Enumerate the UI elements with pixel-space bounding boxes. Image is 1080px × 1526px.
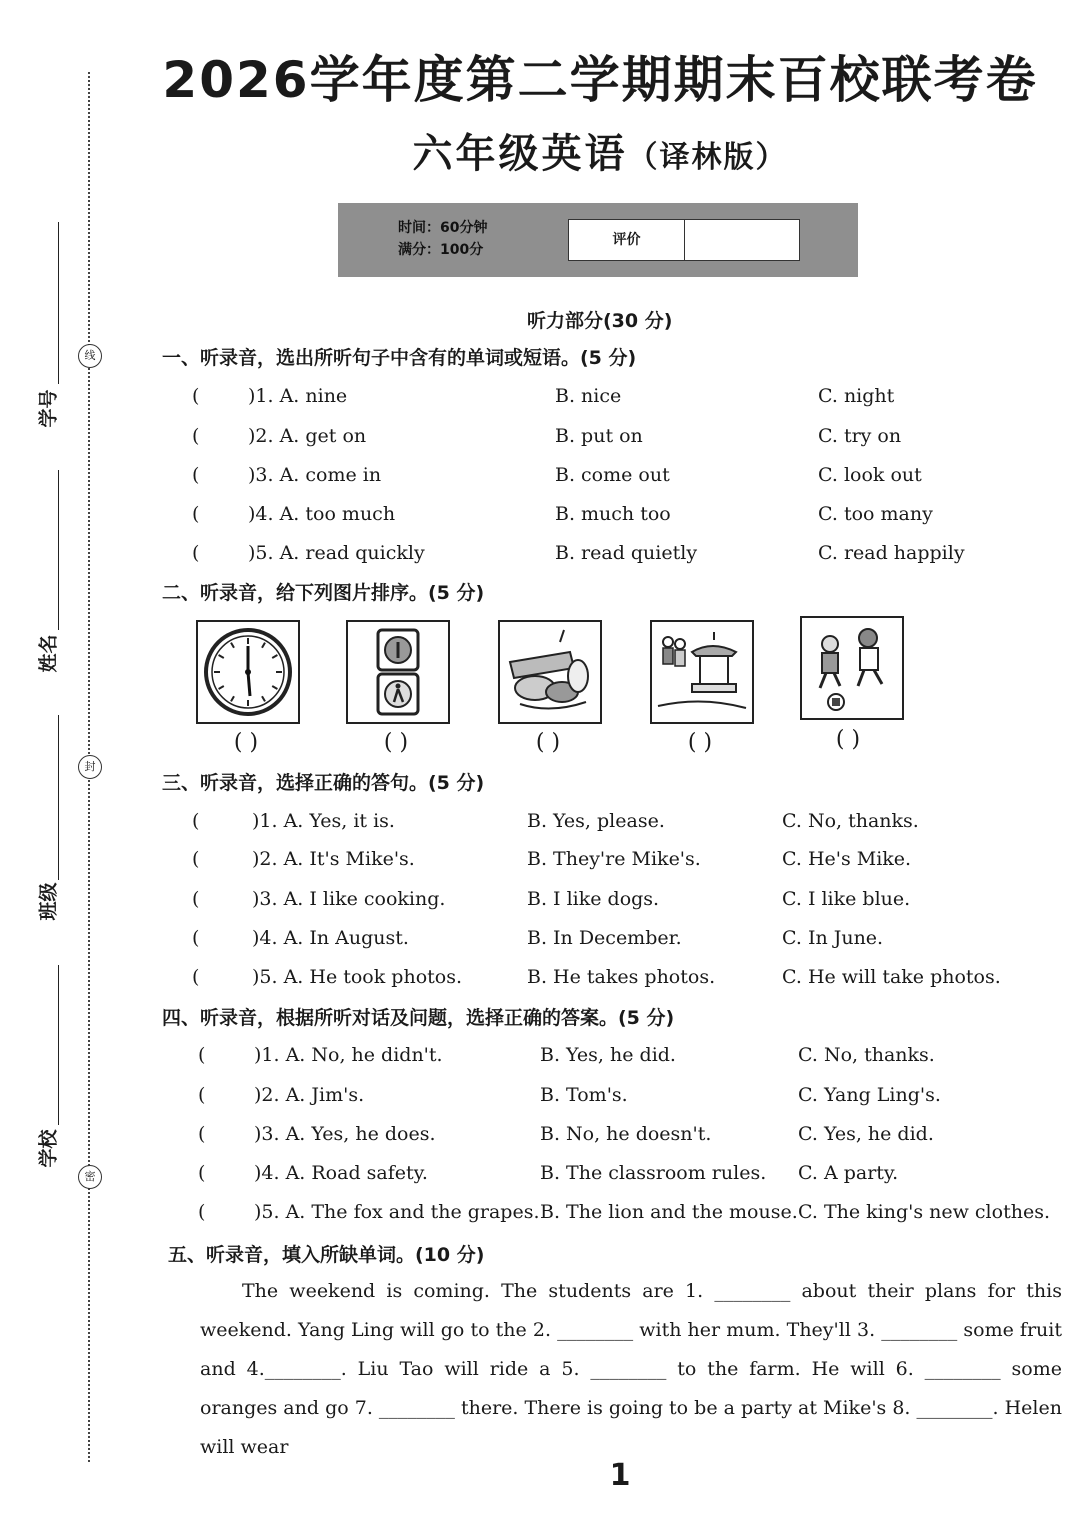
answer-paren[interactable]: ( bbox=[192, 966, 200, 988]
option-a: )5. A. read quickly bbox=[248, 542, 425, 564]
picture-order-blank[interactable]: ( ) bbox=[383, 730, 409, 755]
name-label: 姓名 bbox=[37, 634, 60, 673]
picture-order-blank[interactable]: ( ) bbox=[835, 727, 861, 752]
option-b: B. read quietly bbox=[555, 542, 698, 564]
option-a: )4. A. Road safety. bbox=[254, 1162, 428, 1184]
option-c: C. The king's new clothes. bbox=[798, 1201, 1050, 1223]
section5-title: 五、听录音，填入所缺单词。(10 分) bbox=[168, 1244, 485, 1266]
s3-question-1 bbox=[192, 810, 1072, 840]
option-a: )1. A. No, he didn't. bbox=[254, 1044, 443, 1066]
answer-paren[interactable]: ( bbox=[192, 464, 200, 486]
s4-question-2 bbox=[192, 1084, 1072, 1114]
name-line[interactable] bbox=[58, 470, 59, 630]
food-basket-icon bbox=[500, 622, 600, 722]
section2-title: 二、听录音，给下列图片排序。(5 分) bbox=[162, 582, 485, 604]
option-b: B. nice bbox=[555, 385, 622, 407]
s1-question-5 bbox=[192, 542, 1072, 572]
option-a: )4. A. In August. bbox=[252, 927, 409, 949]
option-b: B. Yes, please. bbox=[527, 810, 665, 832]
student-id-label: 学号 bbox=[37, 389, 60, 428]
s1-question-2 bbox=[192, 425, 1072, 455]
option-b: B. come out bbox=[555, 464, 670, 486]
option-c: C. He will take photos. bbox=[782, 966, 1001, 988]
option-b: B. In December. bbox=[527, 927, 682, 949]
football-kids-icon bbox=[802, 618, 902, 718]
edition-label: （译林版） bbox=[627, 140, 788, 175]
s3-question-5 bbox=[192, 966, 1072, 996]
s4-question-4 bbox=[192, 1162, 1072, 1192]
option-c: C. too many bbox=[818, 503, 933, 525]
option-b: B. The lion and the mouse. bbox=[540, 1201, 798, 1223]
answer-paren[interactable]: ( bbox=[192, 927, 200, 949]
subject-title: 六年级英语 bbox=[412, 131, 628, 177]
class-line[interactable] bbox=[58, 715, 59, 880]
children-football-picture bbox=[800, 616, 904, 720]
option-b: B. I like dogs. bbox=[527, 888, 660, 910]
option-b: B. Tom's. bbox=[540, 1084, 628, 1106]
seal-mark-xian: 线 bbox=[78, 344, 102, 368]
traffic-light-icon bbox=[348, 622, 448, 722]
full-score: 满分：100分 bbox=[398, 242, 484, 258]
exam-title: 2026学年度第二学期期末百校联考卷 bbox=[162, 51, 1038, 109]
option-b: B. The classroom rules. bbox=[540, 1162, 767, 1184]
option-c: C. In June. bbox=[782, 927, 884, 949]
s4-question-1 bbox=[192, 1044, 1072, 1074]
listening-part-title: 听力部分(30 分) bbox=[527, 310, 673, 332]
option-c: C. I like blue. bbox=[782, 888, 911, 910]
option-b: B. He takes photos. bbox=[527, 966, 716, 988]
option-b: B. Yes, he did. bbox=[540, 1044, 676, 1066]
answer-paren[interactable]: ( bbox=[198, 1201, 206, 1223]
student-id-line[interactable] bbox=[58, 222, 59, 384]
option-b: B. No, he doesn't. bbox=[540, 1123, 712, 1145]
traffic-light-picture bbox=[346, 620, 450, 724]
clock-icon bbox=[198, 622, 298, 722]
s1-question-1 bbox=[192, 385, 1072, 415]
option-a: )2. A. get on bbox=[248, 425, 367, 447]
option-c: C. He's Mike. bbox=[782, 848, 912, 870]
answer-paren[interactable]: ( bbox=[198, 1084, 206, 1106]
s3-question-4 bbox=[192, 927, 1072, 957]
seal-mark-feng: 封 bbox=[78, 755, 102, 779]
food-picture bbox=[498, 620, 602, 724]
option-a: )1. A. nine bbox=[248, 385, 348, 407]
answer-paren[interactable]: ( bbox=[192, 425, 200, 447]
option-a: )2. A. It's Mike's. bbox=[252, 848, 415, 870]
option-c: C. read happily bbox=[818, 542, 965, 564]
s3-question-2 bbox=[192, 848, 1072, 878]
s4-question-5 bbox=[192, 1201, 1072, 1231]
seal-mark-mi: 密 bbox=[78, 1165, 102, 1189]
option-a: )2. A. Jim's. bbox=[254, 1084, 365, 1106]
option-b: B. put on bbox=[555, 425, 643, 447]
evaluation-box bbox=[568, 219, 800, 261]
picture-order-blank[interactable]: ( ) bbox=[687, 730, 713, 755]
option-a: )3. A. come in bbox=[248, 464, 382, 486]
answer-paren[interactable]: ( bbox=[198, 1123, 206, 1145]
option-b: B. They're Mike's. bbox=[527, 848, 701, 870]
option-a: )1. A. Yes, it is. bbox=[252, 810, 395, 832]
s1-question-4 bbox=[192, 503, 1072, 533]
picture-order-blank[interactable]: ( ) bbox=[233, 730, 259, 755]
answer-paren[interactable]: ( bbox=[192, 503, 200, 525]
answer-paren[interactable]: ( bbox=[198, 1162, 206, 1184]
exam-info-text bbox=[398, 217, 487, 261]
section1-title: 一、听录音，选出所听句子中含有的单词或短语。(5 分) bbox=[162, 347, 637, 369]
option-a: )5. A. The fox and the grapes. bbox=[254, 1201, 540, 1223]
s4-question-3 bbox=[192, 1123, 1072, 1153]
option-c: C. Yang Ling's. bbox=[798, 1084, 941, 1106]
option-c: C. night bbox=[818, 385, 895, 407]
option-c: C. try on bbox=[818, 425, 902, 447]
time-limit: 时间：60分钟 bbox=[398, 220, 488, 236]
option-b: B. much too bbox=[555, 503, 671, 525]
fill-in-passage bbox=[200, 1272, 1062, 1467]
option-c: C. No, thanks. bbox=[798, 1044, 935, 1066]
option-a: )3. A. Yes, he does. bbox=[254, 1123, 436, 1145]
passage-text: The weekend is coming. The students are 1. ________ about their plans for this weekend. Yang Ling will go to the 2. ________ with her mum. They'll 3. ________ some fruit and 4.________. Liu Tao will ride a 5. ________ to the farm. He will 6. ________ some oranges and go 7. ________ there. There is going to be a party at Mike's 8. ________. Helen will wear bbox=[200, 1280, 1062, 1458]
school-line[interactable] bbox=[58, 965, 59, 1125]
pavilion-icon bbox=[652, 622, 752, 722]
exam-info-box bbox=[338, 203, 858, 277]
evaluation-label: 评价 bbox=[569, 220, 685, 260]
answer-paren[interactable]: ( bbox=[192, 810, 200, 832]
answer-paren[interactable]: ( bbox=[198, 1044, 206, 1066]
option-a: )5. A. He took photos. bbox=[252, 966, 463, 988]
picture-order-blank[interactable]: ( ) bbox=[535, 730, 561, 755]
section3-title: 三、听录音，选择正确的答句。(5 分) bbox=[162, 772, 485, 794]
option-c: C. A party. bbox=[798, 1162, 899, 1184]
answer-paren[interactable]: ( bbox=[192, 385, 200, 407]
section4-title: 四、听录音，根据所听对话及问题，选择正确的答案。(5 分) bbox=[162, 1007, 675, 1029]
page-number: 1 bbox=[609, 1458, 631, 1493]
s3-question-3 bbox=[192, 888, 1072, 918]
option-c: C. look out bbox=[818, 464, 922, 486]
school-label: 学校 bbox=[37, 1129, 60, 1168]
option-a: )4. A. too much bbox=[248, 503, 396, 525]
clock-picture bbox=[196, 620, 300, 724]
answer-paren[interactable]: ( bbox=[192, 848, 200, 870]
s1-question-3 bbox=[192, 464, 1072, 494]
answer-paren[interactable]: ( bbox=[192, 888, 200, 910]
option-c: C. Yes, he did. bbox=[798, 1123, 934, 1145]
answer-paren[interactable]: ( bbox=[192, 542, 200, 564]
pavilion-picture bbox=[650, 620, 754, 724]
option-a: )3. A. I like cooking. bbox=[252, 888, 446, 910]
option-c: C. No, thanks. bbox=[782, 810, 919, 832]
exam-subtitle bbox=[0, 122, 1080, 179]
class-label: 班级 bbox=[37, 882, 60, 921]
